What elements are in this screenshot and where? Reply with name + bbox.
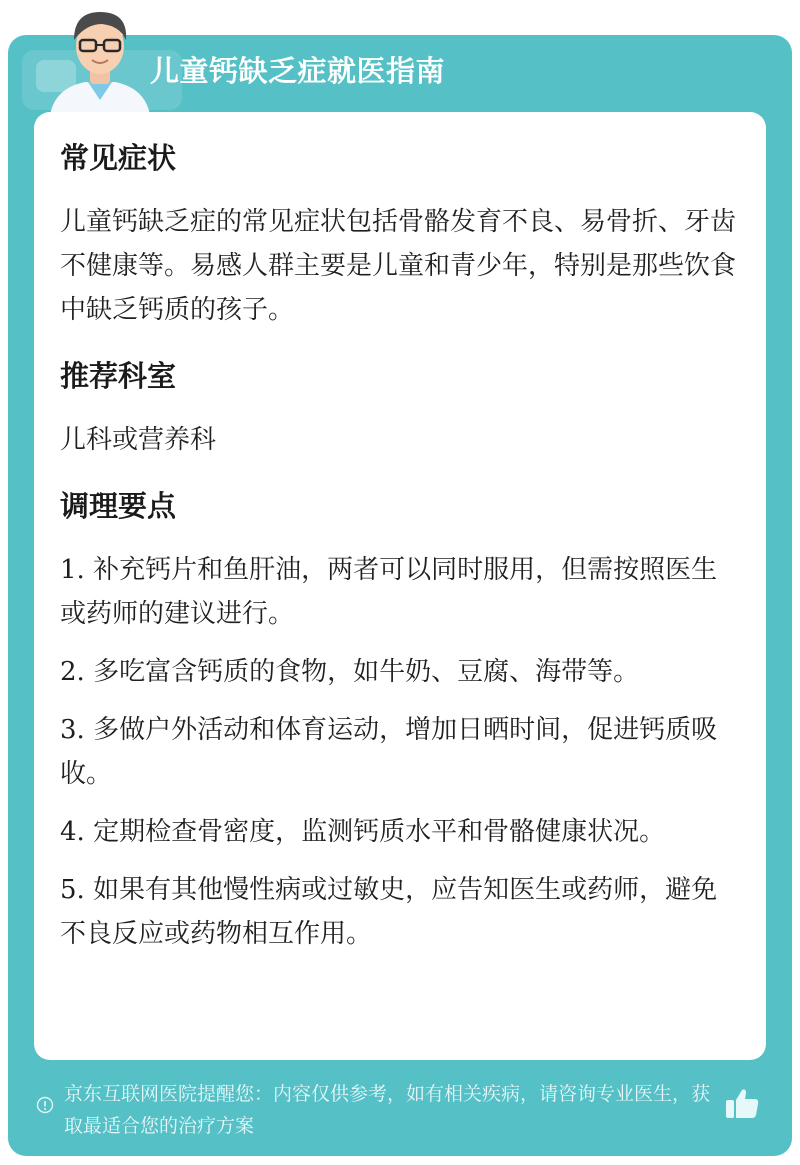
footer-notice: 京东互联网医院提醒您：内容仅供参考，如有相关疾病，请咨询专业医生，获取最适合您的治疗方案 [64,1083,711,1137]
doctor-avatar-icon [40,0,160,115]
list-item [60,868,740,956]
content-body [60,134,740,970]
list-number: 4. [60,817,85,847]
list-item [60,548,740,636]
list-number: 1. [60,555,85,585]
department-text: 儿科或营养科 [60,425,217,455]
section-title-department: 推荐科室 [60,359,177,393]
list-item [60,810,740,854]
content-card [34,112,766,1060]
list-text: 多吃富含钙质的食物，如牛奶、豆腐、海带等。 [93,657,640,687]
list-number: 2. [60,657,85,687]
page-title: 儿童钙缺乏症就医指南 [150,54,446,88]
section-title-symptoms: 常见症状 [60,141,177,175]
list-number: 3. [60,715,85,745]
thumbs-up-icon[interactable] [722,1084,762,1124]
list-text: 多做户外活动和体育运动，增加日晒时间，促进钙质吸收。 [60,715,718,789]
symptoms-text: 儿童钙缺乏症的常见症状包括骨骼发育不良、易骨折、牙齿不健康等。易感人群主要是儿童和青少年，特别是那些饮食中缺乏钙质的孩子。 [60,207,737,325]
list-item [60,650,740,694]
list-item [60,708,740,796]
list-number: 5. [60,875,85,905]
list-text: 定期检查骨密度，监测钙质水平和骨骼健康状况。 [93,817,666,847]
info-icon [36,1096,54,1114]
section-title-care: 调理要点 [60,489,177,523]
list-text: 补充钙片和鱼肝油，两者可以同时服用，但需按照医生或药师的建议进行。 [60,555,718,629]
list-text: 如果有其他慢性病或过敏史，应告知医生或药师，避免不良反应或药物相互作用。 [60,875,718,949]
